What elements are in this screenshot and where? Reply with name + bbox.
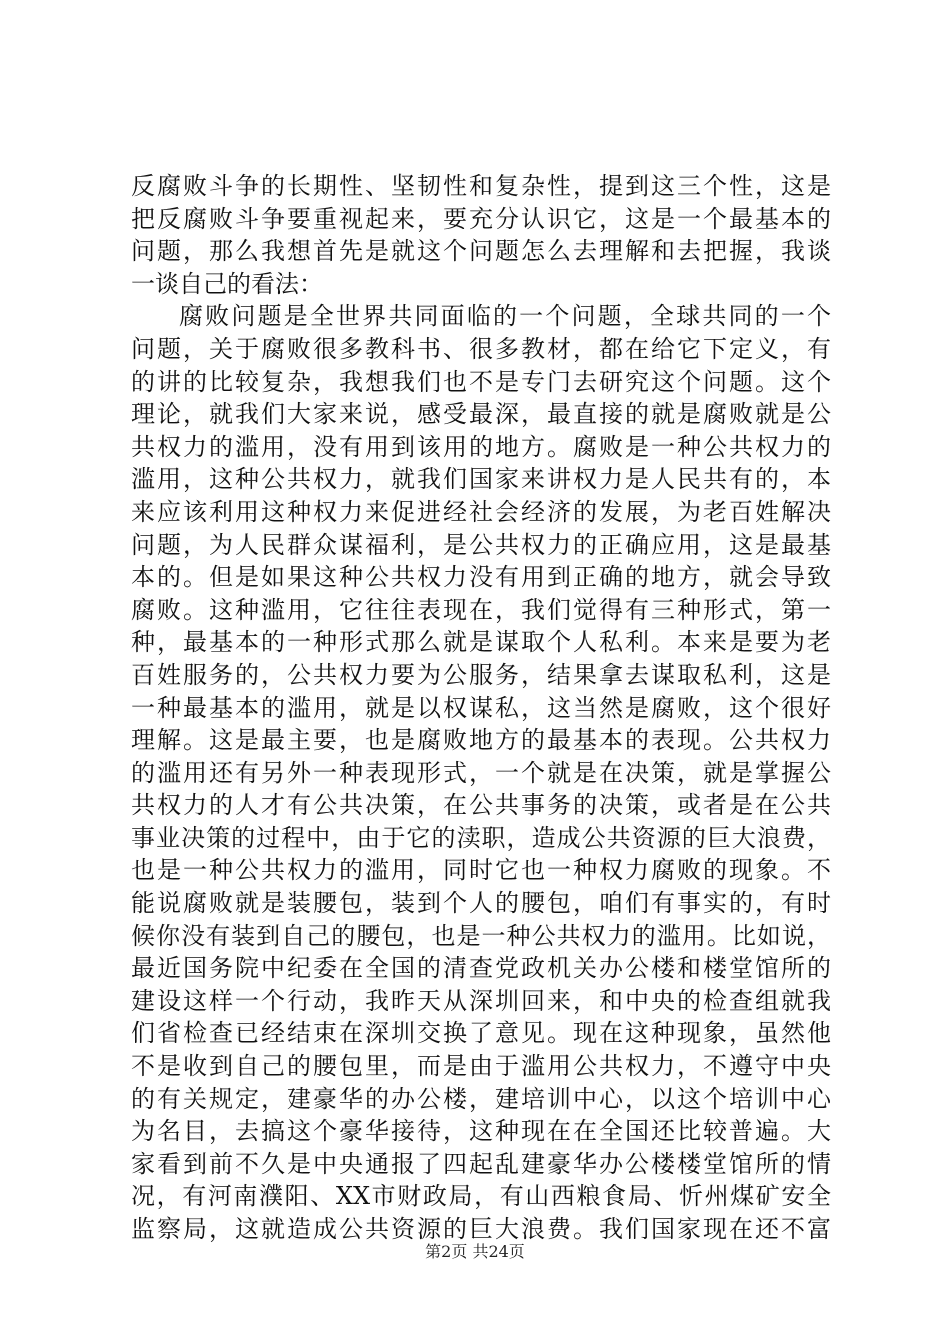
text-line: 问题，关于腐败很多教科书、很多教材，都在给它下定义，有 <box>131 334 831 363</box>
text-line: 的讲的比较复杂，我想我们也不是专门去研究这个问题。这个 <box>131 367 831 396</box>
text-line: 也是一种公共权力的滥用，同时它也一种权力腐败的现象。不 <box>131 856 831 885</box>
text-line: 况，有河南濮阳、XX市财政局，有山西粮食局、忻州煤矿安全 <box>131 1182 831 1211</box>
text-line: 共权力的滥用，没有用到该用的地方。腐败是一种公共权力的 <box>131 432 831 461</box>
text-line: 监察局，这就造成公共资源的巨大浪费。我们国家现在还不富 <box>131 1215 831 1243</box>
text-line: 不是收到自己的腰包里，而是由于滥用公共权力，不遵守中央 <box>131 1052 831 1081</box>
text-line: 一谈自己的看法： <box>131 269 323 298</box>
text-line: 一种最基本的滥用，就是以权谋私，这当然是腐败，这个很好 <box>131 693 831 722</box>
text-line: 候你没有装到自己的腰包，也是一种公共权力的滥用。比如说， <box>131 921 831 950</box>
text-line: 种，最基本的一种形式那么就是谋取个人私利。本来是要为老 <box>131 628 831 657</box>
text-line: 最近国务院中纪委在全国的清查党政机关办公楼和楼堂馆所的 <box>131 954 831 983</box>
text-line: 百姓服务的，公共权力要为公服务，结果拿去谋取私利，这是 <box>131 660 831 689</box>
text-line: 们省检查已经结束在深圳交换了意见。现在这种现象，虽然他 <box>131 1019 831 1048</box>
text-line: 腐败。这种滥用，它往往表现在，我们觉得有三种形式，第一 <box>131 595 831 624</box>
text-line: 腐败问题是全世界共同面临的一个问题，全球共同的一个 <box>179 302 831 331</box>
text-line: 本的。但是如果这种公共权力没有用到正确的地方，就会导致 <box>131 563 831 592</box>
text-line: 为名目，去搞这个豪华接待，这种现在在全国还比较普遍。大 <box>131 1117 831 1146</box>
text-line: 家看到前不久是中央通报了四起乱建豪华办公楼楼堂馆所的情 <box>131 1149 831 1178</box>
text-line: 共权力的人才有公共决策，在公共事务的决策，或者是在公共 <box>131 791 831 820</box>
text-line: 问题，为人民群众谋福利，是公共权力的正确应用，这是最基 <box>131 530 831 559</box>
text-line: 的滥用还有另外一种表现形式，一个就是在决策，就是掌握公 <box>131 758 831 787</box>
document-body <box>131 170 831 1246</box>
text-line: 滥用，这种公共权力，就我们国家来讲权力是人民共有的，本 <box>131 465 831 494</box>
text-line: 理解。这是最主要，也是腐败地方的最基本的表现。公共权力 <box>131 726 831 755</box>
text-line: 问题，那么我想首先是就这个问题怎么去理解和去把握，我谈 <box>131 237 831 266</box>
text-line: 的有关规定，建豪华的办公楼，建培训中心，以这个培训中心 <box>131 1084 831 1113</box>
text-line: 建设这样一个行动，我昨天从深圳回来，和中央的检查组就我 <box>131 986 831 1015</box>
page-footer: 第2页 共24页 <box>425 1242 525 1261</box>
text-line: 把反腐败斗争要重视起来，要充分认识它，这是一个最基本的 <box>131 204 831 233</box>
text-line: 能说腐败就是装腰包，装到个人的腰包，咱们有事实的，有时 <box>131 889 831 918</box>
text-line: 理论，就我们大家来说，感受最深，最直接的就是腐败就是公 <box>131 400 831 429</box>
text-line: 事业决策的过程中，由于它的渎职，造成公共资源的巨大浪费， <box>131 823 831 852</box>
paragraph <box>131 170 831 300</box>
paragraph <box>131 300 831 1245</box>
text-line: 反腐败斗争的长期性、坚韧性和复杂性，提到这三个性，这是 <box>131 172 831 200</box>
text-line: 来应该利用这种权力来促进经社会经济的发展，为老百姓解决 <box>131 497 831 526</box>
